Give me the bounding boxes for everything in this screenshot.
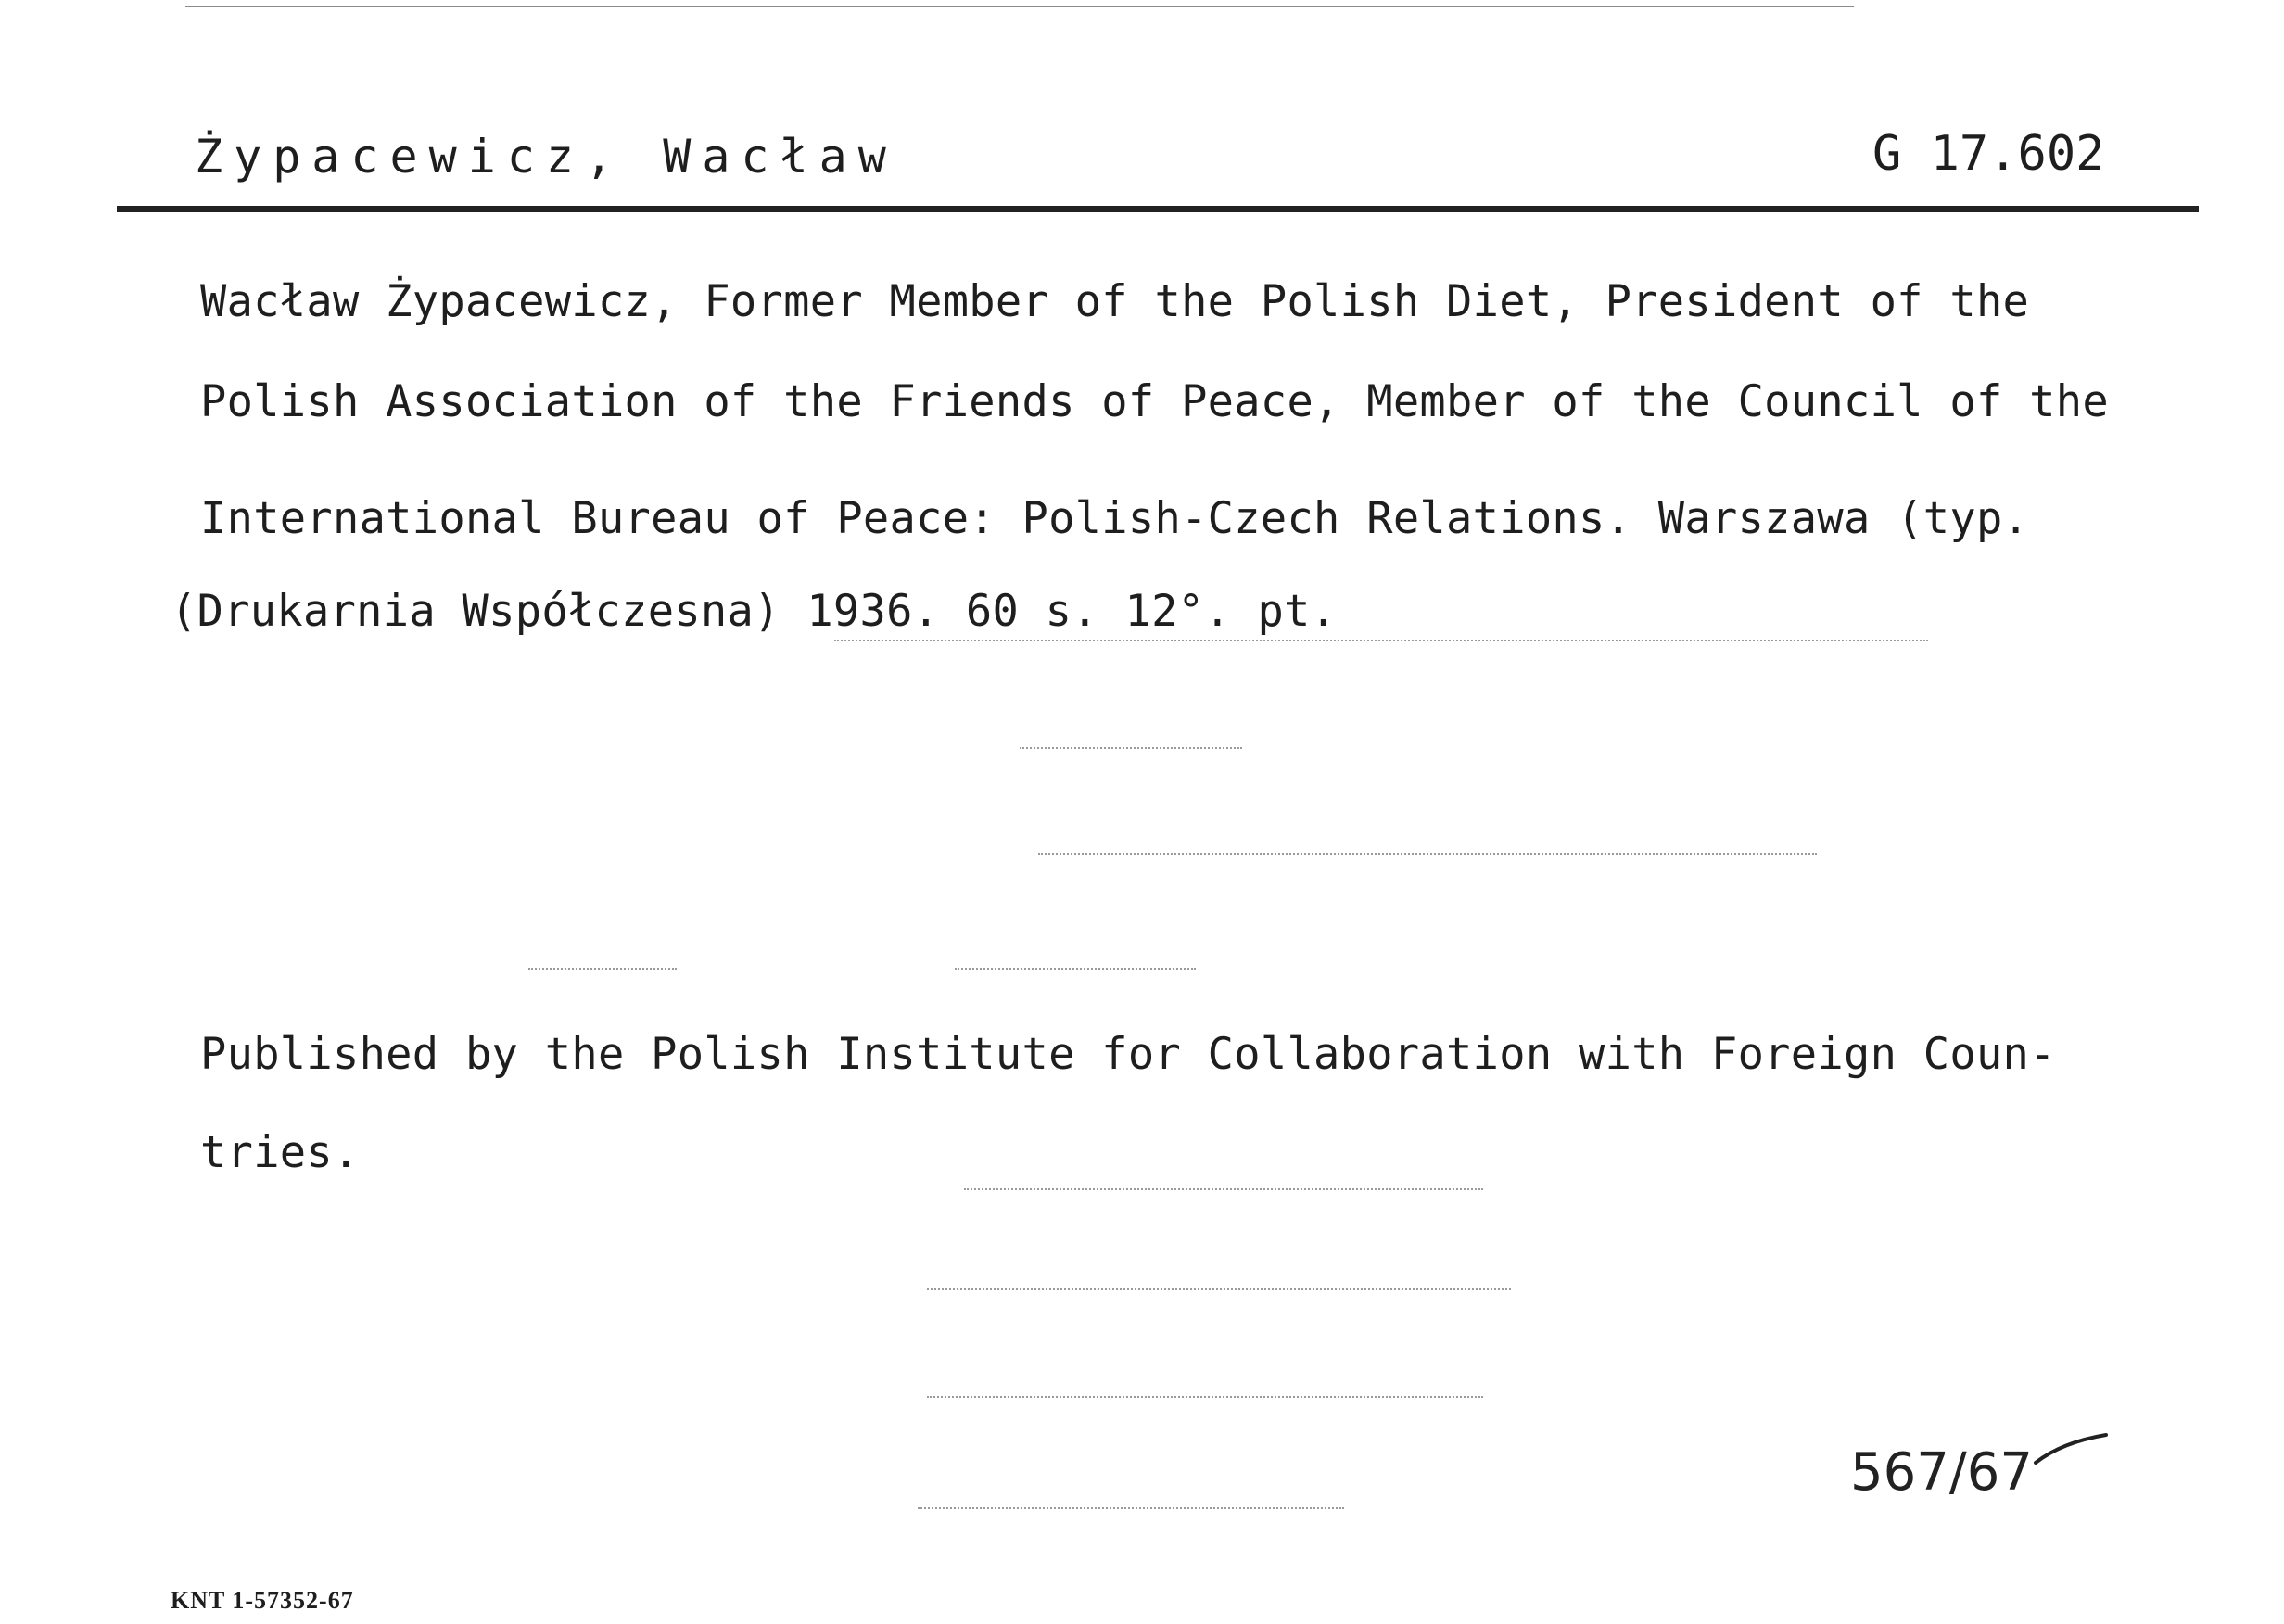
shelf-signature: G 17.602 [1872, 126, 2105, 182]
description-line-4: (Drukarnia Współczesna) 1936. 60 s. 12°. pt. [171, 586, 1338, 637]
check-tick-icon [2034, 1429, 2108, 1466]
description-line-1: Wacław Żypacewicz, Former Member of the Polish Diet, President of the [200, 276, 2030, 327]
catalog-code: KNT 1-57352-67 [171, 1587, 354, 1614]
description-line-2: Polish Association of the Friends of Peace, Member of the Council of the [200, 376, 2109, 427]
publisher-line-1: Published by the Polish Institute for Collaboration with Foreign Coun- [200, 1029, 2056, 1080]
heading-name: Żypacewicz, Wacław [195, 130, 897, 184]
description-line-3: International Bureau of Peace: Polish-Czech Relations. Warszawa (typ. [200, 493, 2030, 544]
accession-number: 567/67 [1850, 1442, 2034, 1503]
publisher-line-2: tries. [200, 1127, 360, 1178]
